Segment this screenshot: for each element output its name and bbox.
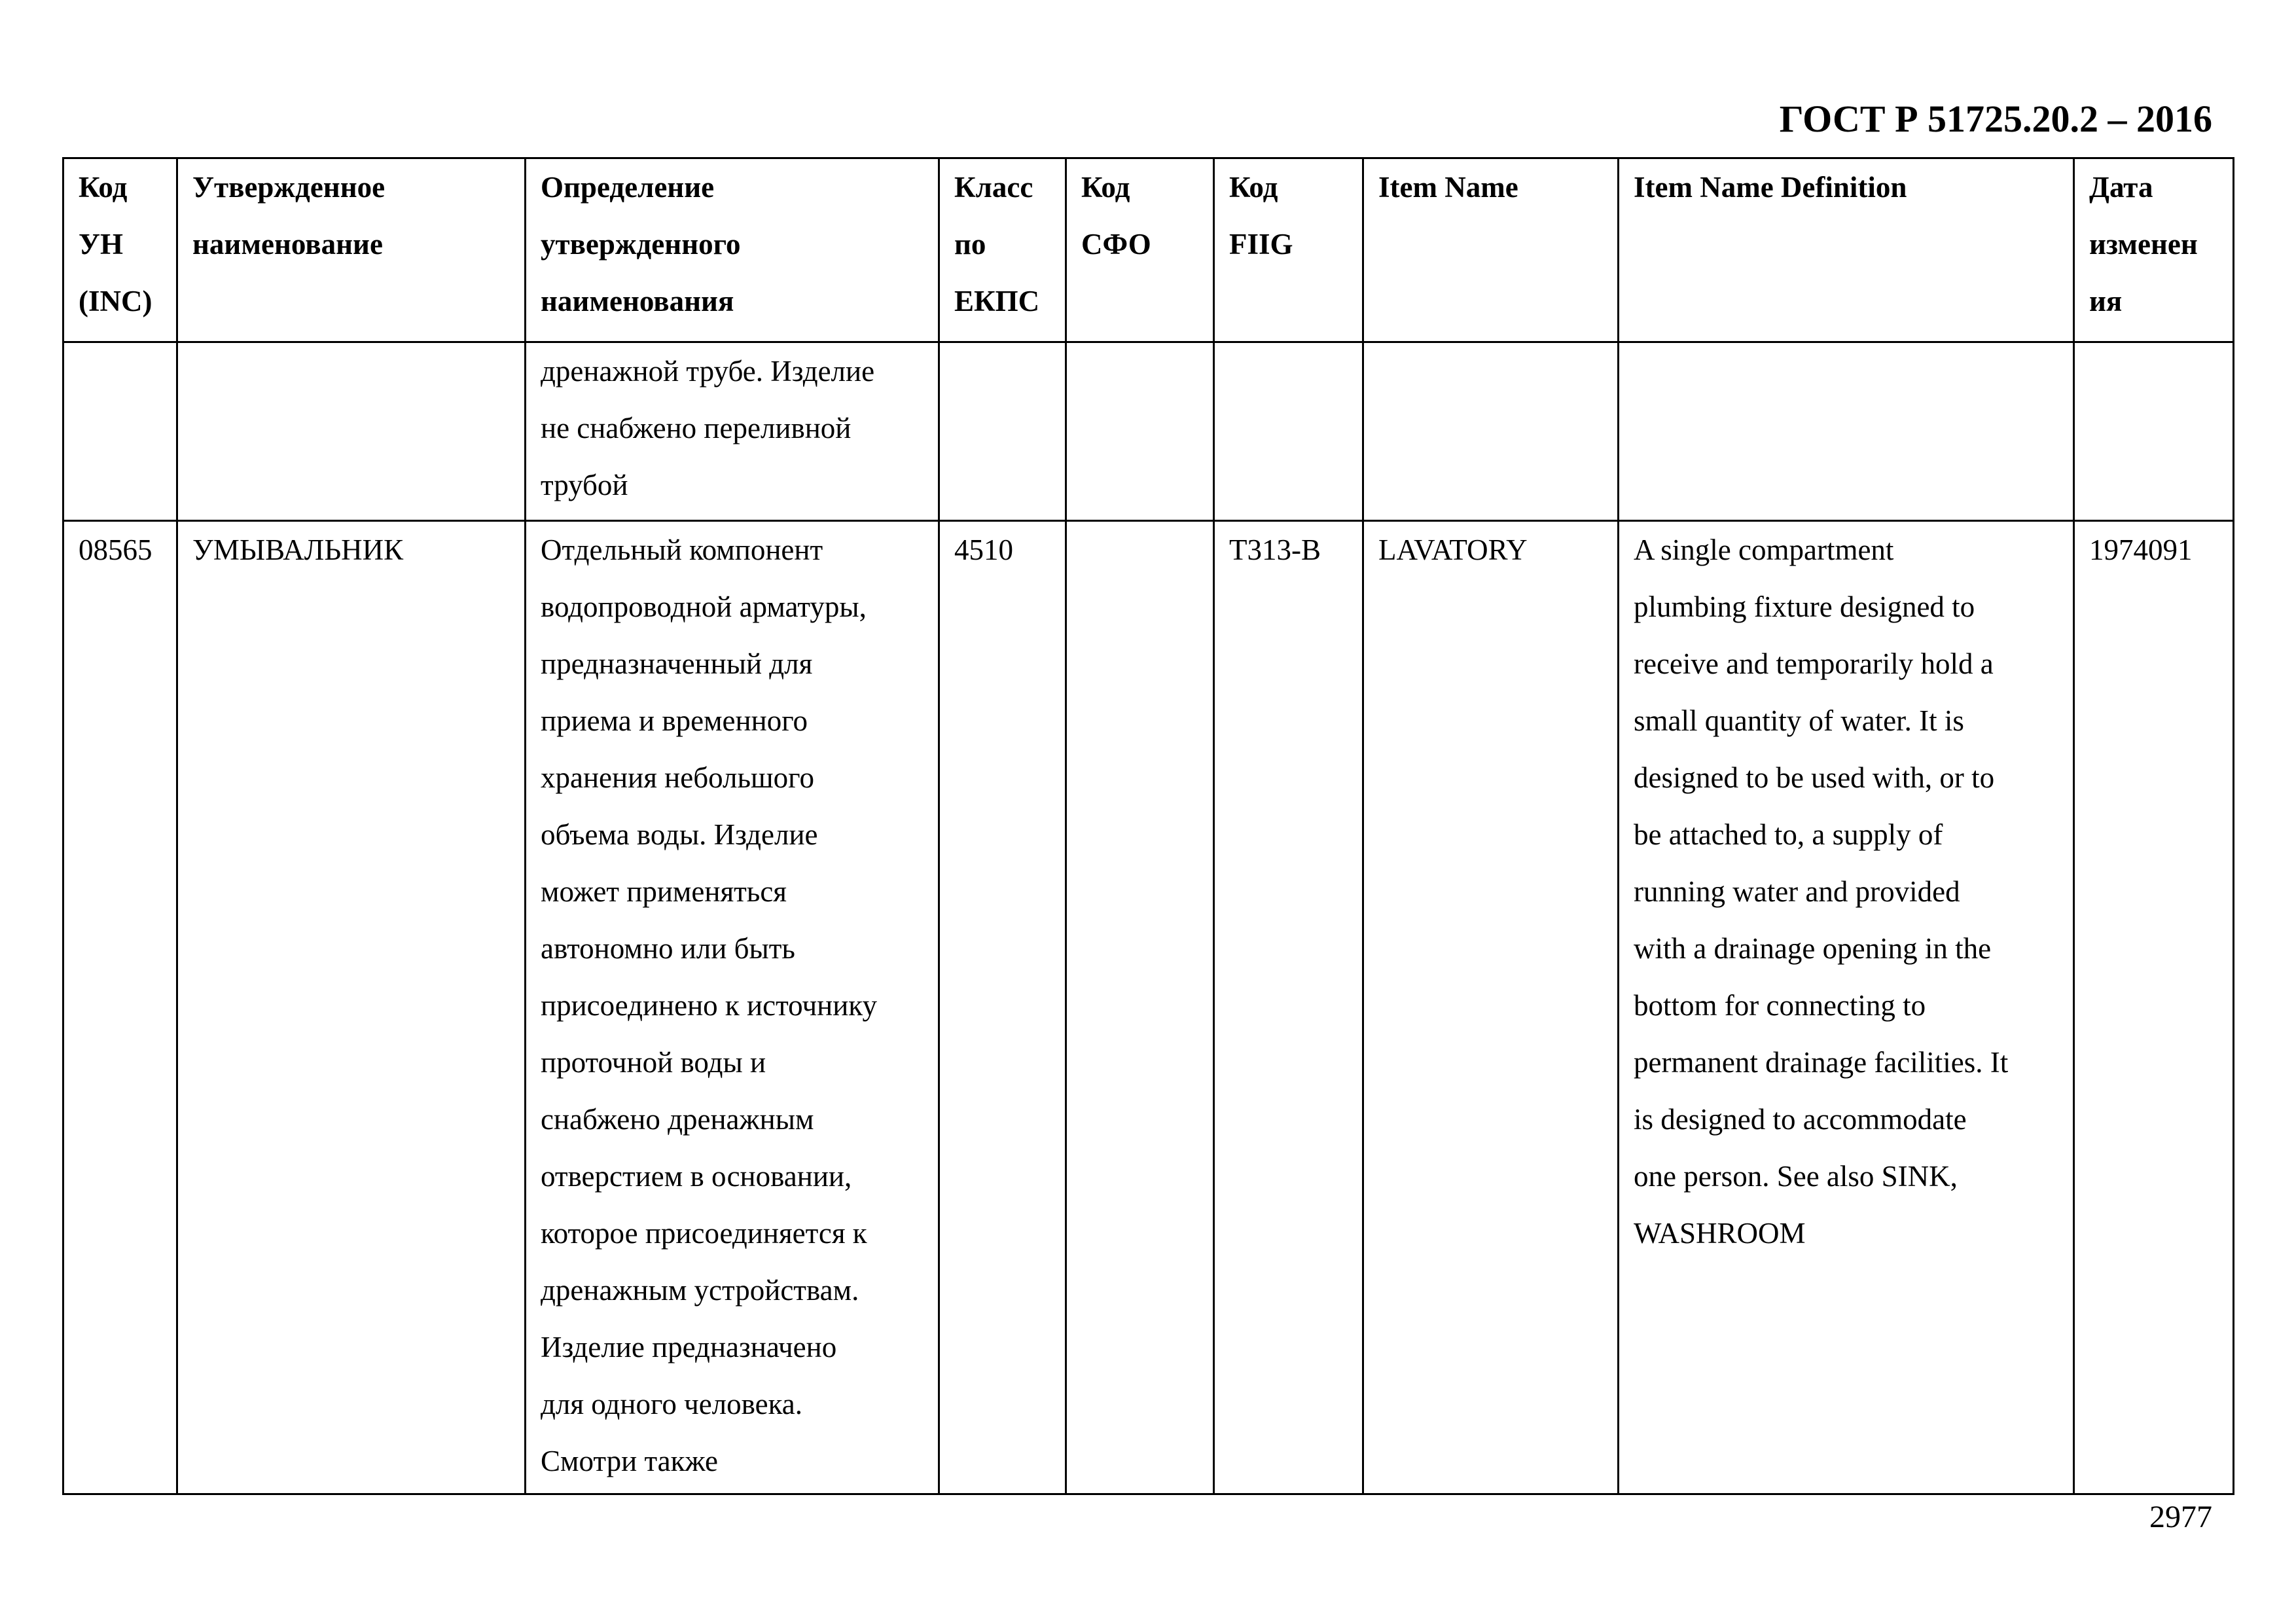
- cell-text-line: Код: [1229, 171, 1278, 204]
- cell-text-line: отверстием в основании,: [541, 1160, 852, 1193]
- cell-text-line: дренажным устройствам.: [541, 1274, 859, 1307]
- cell-ekps-class: [939, 342, 1066, 521]
- cell-text-line: может применяться: [541, 875, 787, 908]
- cell-text-line: permanent drainage facilities. It: [1634, 1046, 2009, 1079]
- cell-text-line: трубой: [541, 469, 628, 501]
- cell-text-line: small quantity of water. It is: [1634, 704, 1964, 737]
- cell-text-line: ия: [2089, 285, 2123, 317]
- cell-text-line: объема воды. Изделие: [541, 818, 818, 851]
- cell-definition-ru: [526, 521, 939, 1494]
- cell-text-line: автономно или быть: [541, 932, 795, 965]
- cell-text-line: Код: [79, 171, 128, 204]
- cell-sfo-code: [1066, 521, 1214, 1494]
- cell-text-line: водопроводной арматуры,: [541, 590, 867, 623]
- cell-item-name: LAVATORY: [1363, 521, 1619, 1494]
- cell-text-line: наименование: [192, 228, 383, 261]
- cell-text-line: bottom for connecting to: [1634, 989, 1926, 1022]
- cell-text-line: наименования: [541, 285, 734, 317]
- cell-text-line: be attached to, a supply of: [1634, 818, 1943, 851]
- table-row: [63, 342, 2234, 521]
- cell-text-line: is designed to accommodate: [1634, 1103, 1967, 1136]
- cell-text-line: Дата: [2089, 171, 2153, 204]
- cell-text-line: receive and temporarily hold a: [1634, 647, 1994, 680]
- cell-item-name-definition: [1619, 521, 2074, 1494]
- cell-text-line: снабжено дренажным: [541, 1103, 814, 1136]
- header-fiig-code: [1214, 158, 1363, 342]
- cell-text-line: designed to be used with, or to: [1634, 761, 1995, 794]
- cell-text-line: утвержденного: [541, 228, 741, 261]
- header-change-date: [2074, 158, 2234, 342]
- cell-text-line: plumbing fixture designed to: [1634, 590, 1975, 623]
- cell-text-line: по: [954, 228, 986, 261]
- cell-approved-name: [177, 342, 526, 521]
- inc-table: [62, 157, 2234, 1495]
- header-ekps-class: [939, 158, 1066, 342]
- cell-text-line: Отдельный компонент: [541, 533, 823, 566]
- cell-inc-code: [63, 342, 177, 521]
- header-approved-name-definition: [526, 158, 939, 342]
- cell-text-line: (INC): [79, 285, 152, 317]
- cell-text-line: Item Name: [1378, 171, 1518, 204]
- cell-text-line: которое присоединяется к: [541, 1217, 867, 1250]
- table-row: [63, 521, 2234, 1494]
- cell-text-line: дренажной трубе. Изделие: [541, 355, 875, 388]
- cell-text-line: для одного человека.: [541, 1388, 802, 1420]
- cell-text-line: проточной воды и: [541, 1046, 766, 1079]
- cell-change-date: [2074, 342, 2234, 521]
- header-sfo-code: [1066, 158, 1214, 342]
- cell-text-line: ЕКПС: [954, 285, 1040, 317]
- cell-text-line: УН: [79, 228, 124, 261]
- header-item-name: [1363, 158, 1619, 342]
- table-header-row: [63, 158, 2234, 342]
- cell-text-line: A single compartment: [1634, 533, 1894, 566]
- header-approved-name: [177, 158, 526, 342]
- cell-fiig-code: T313-B: [1214, 521, 1363, 1494]
- cell-text-line: Класс: [954, 171, 1033, 204]
- cell-text-line: присоединено к источнику: [541, 989, 878, 1022]
- cell-text-line: Смотри также: [541, 1445, 718, 1477]
- cell-text-line: СФО: [1081, 228, 1151, 261]
- cell-text-line: Код: [1081, 171, 1130, 204]
- cell-text-line: Item Name Definition: [1634, 171, 1907, 204]
- cell-text-line: Изделие предназначено: [541, 1331, 837, 1363]
- cell-approved-name: УМЫВАЛЬНИК: [177, 521, 526, 1494]
- cell-sfo-code: [1066, 342, 1214, 521]
- cell-text-line: with a drainage opening in the: [1634, 932, 1992, 965]
- header-item-name-definition: [1619, 158, 2074, 342]
- cell-fiig-code: [1214, 342, 1363, 521]
- cell-text-line: приема и временного: [541, 704, 808, 737]
- header-inc-code: [63, 158, 177, 342]
- cell-text-line: one person. See also SINK,: [1634, 1160, 1958, 1193]
- cell-text-line: хранения небольшого: [541, 761, 814, 794]
- cell-inc-code: 08565: [63, 521, 177, 1494]
- cell-text-line: running water and provided: [1634, 875, 1960, 908]
- cell-text-line: Утвержденное: [192, 171, 386, 204]
- cell-item-name-definition: [1619, 342, 2074, 521]
- cell-text-line: Определение: [541, 171, 715, 204]
- cell-text-line: предназначенный для: [541, 647, 813, 680]
- cell-text-line: изменен: [2089, 228, 2198, 261]
- cell-text-line: FIIG: [1229, 228, 1293, 261]
- page-number: 2977: [2149, 1500, 2212, 1534]
- cell-definition-ru: [526, 342, 939, 521]
- cell-change-date: 1974091: [2074, 521, 2234, 1494]
- cell-ekps-class: 4510: [939, 521, 1066, 1494]
- cell-item-name: [1363, 342, 1619, 521]
- cell-text-line: не снабжено переливной: [541, 412, 852, 444]
- cell-text-line: WASHROOM: [1634, 1217, 1806, 1250]
- document-standard-title: ГОСТ Р 51725.20.2 – 2016: [1779, 98, 2212, 140]
